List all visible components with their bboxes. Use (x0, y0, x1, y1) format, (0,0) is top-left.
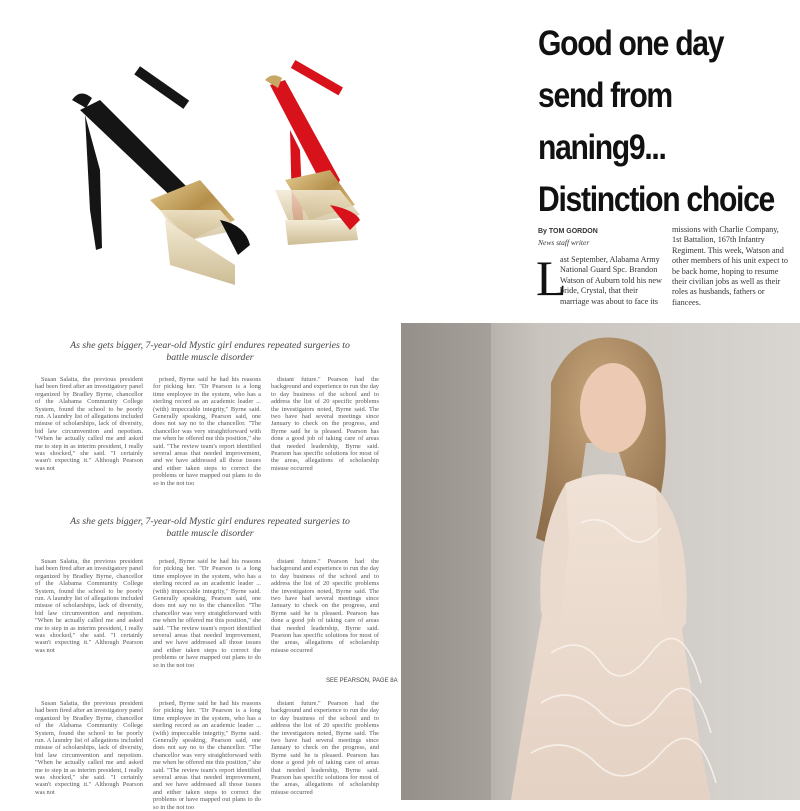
headline-line-1: Good one day (538, 24, 724, 63)
article-column-1: ast September, Alabama Army National Guard Spc. Brandon Watson of Auburn told his new bride, Crystal, that their marriage was about to face its (560, 255, 662, 306)
newsprint-col-b: prised, Byrne said he had his reasons for picking her. "Dr Pearson is a long time employee in the system, who has a sterling record as an academic leader ... (with) impeccable integrity," Byrne said. Generally speaking, Pearson said, one does not say no to the chancellor. "The chancellor was very straightforward with me when he offered me this position," she said. "The review team's report identified several areas that needed improvement, and we have addressed all those issues and either taken steps to correct the problems or have mapped out plans to do so in the not too (153, 376, 261, 487)
article-column-2: missions with Charlie Company, 1st Battalion, 167th Infantry Regiment. This week, Watson and other members of his unit expect to be back home, hoping to resume their civilian jobs as well as their roles as husbands, fathers or fiancees. (672, 225, 788, 307)
model-photo (401, 323, 800, 800)
newsprint-col-c: distant future." Pearson had the background and experience to run the day to day business of the school and to address the list of 20 specific problems the investigators noted, Byrne said. The two have had several meetings since January to check on the progress, and Byrne said he is pleased. Pearson has done a good job of taking care of areas that needed leadership, Byrne said. Pearson has specific solutions for most of the areas, allegations of scholarship misuse occurred (271, 700, 379, 796)
newsprint-col-c: distant future." Pearson had the background and experience to run the day to day business of the school and to address the list of 20 specific problems the investigators noted, Byrne said. The two have had several meetings since January to check on the progress, and Byrne said he is pleased. Pearson has done a good job of taking care of areas that needed leadership, Byrne said. Pearson has specific solutions for most of the areas, allegations of scholarship misuse occurred (271, 376, 379, 472)
newsprint-col-a: Susan Salatta, the previous president had been fired after an investigatory panel organized by Bradley Byrne, chancellor of the Alabama Community College System, found the school to be poorly run. A laundry list of allegations included misuse of scholarships, lack of diversity, bid law circumvention and nepotism. "When he actually called me and asked me to step in as interim president, I really was shocked," she said. "I certainly wasn't expecting it." Although Pearson was not (35, 376, 143, 472)
red-sandal (265, 60, 360, 245)
newsprint-subhead-2: As she gets bigger, 7-year-old Mystic girl endures repeated surgeries to battle muscle disorder (70, 516, 350, 539)
headline (538, 18, 775, 226)
page-reference: SEE PEARSON, PAGE 8A (326, 678, 398, 684)
newsprint-col-c: distant future." Pearson had the background and experience to run the day to day business of the school and to address the list of 20 specific problems the investigators noted, Byrne said. The two have had several meetings since January to check on the progress, and Byrne said he is pleased. Pearson has done a good job of taking care of areas that needed leadership, Byrne said. Pearson has specific solutions for most of the areas, allegations of scholarship misuse occurred (271, 558, 379, 654)
newsprint-col-a: Susan Salatta, the previous president had been fired after an investigatory panel organized by Bradley Byrne, chancellor of the Alabama Community College System, found the school to be poorly run. A laundry list of allegations included misuse of scholarships, lack of diversity, bid law circumvention and nepotism. "When he actually called me and asked me to step in as interim president, I really was shocked," she said. "I certainly wasn't expecting it." Although Pearson was not (35, 558, 143, 654)
black-sandal (72, 66, 250, 285)
drop-cap: L (536, 250, 567, 306)
byline-role: News staff writer (538, 238, 590, 247)
byline-author: By TOM GORDON (538, 228, 598, 235)
newsprint-col-a: Susan Salatta, the previous president had been fired after an investigatory panel organized by Bradley Byrne, chancellor of the Alabama Community College System, found the school to be poorly run. A laundry list of allegations included misuse of scholarships, lack of diversity, bid law circumvention and nepotism. "When he actually called me and asked me to step in as interim president, I really was shocked," she said. "I certainly wasn't expecting it." Although Pearson was not (35, 700, 143, 796)
newsprint-col-b: prised, Byrne said he had his reasons for picking her. "Dr Pearson is a long time employee in the system, who has a sterling record as an academic leader ... (with) impeccable integrity," Byrne said. Generally speaking, Pearson said, one does not say no to the chancellor. "The chancellor was very straightforward with me when he offered me this position," she said. "The review team's report identified several areas that needed improvement, and we have addressed all those issues and either taken steps to correct the problems or have mapped out plans to do so in the not too (153, 558, 261, 669)
headline-line-4: Distinction choice (538, 180, 775, 219)
newsprint-col-b: prised, Byrne said he had his reasons for picking her. "Dr Pearson is a long time employee in the system, who has a sterling record as an academic leader ... (with) impeccable integrity," Byrne said. Generally speaking, Pearson said, one does not say no to the chancellor. "The chancellor was very straightforward with me when he offered me this position," she said. "The review team's report identified several areas that needed improvement, and we have addressed all those issues and either taken steps to correct the problems or have mapped out plans to do so in the not too (153, 700, 261, 811)
newsprint-subhead-1: As she gets bigger, 7-year-old Mystic girl endures repeated surgeries to battle muscle disorder (70, 340, 350, 363)
shoes-image (60, 70, 360, 300)
headline-line-2: send from (538, 76, 672, 115)
headline-line-3: naning9... (538, 128, 666, 167)
